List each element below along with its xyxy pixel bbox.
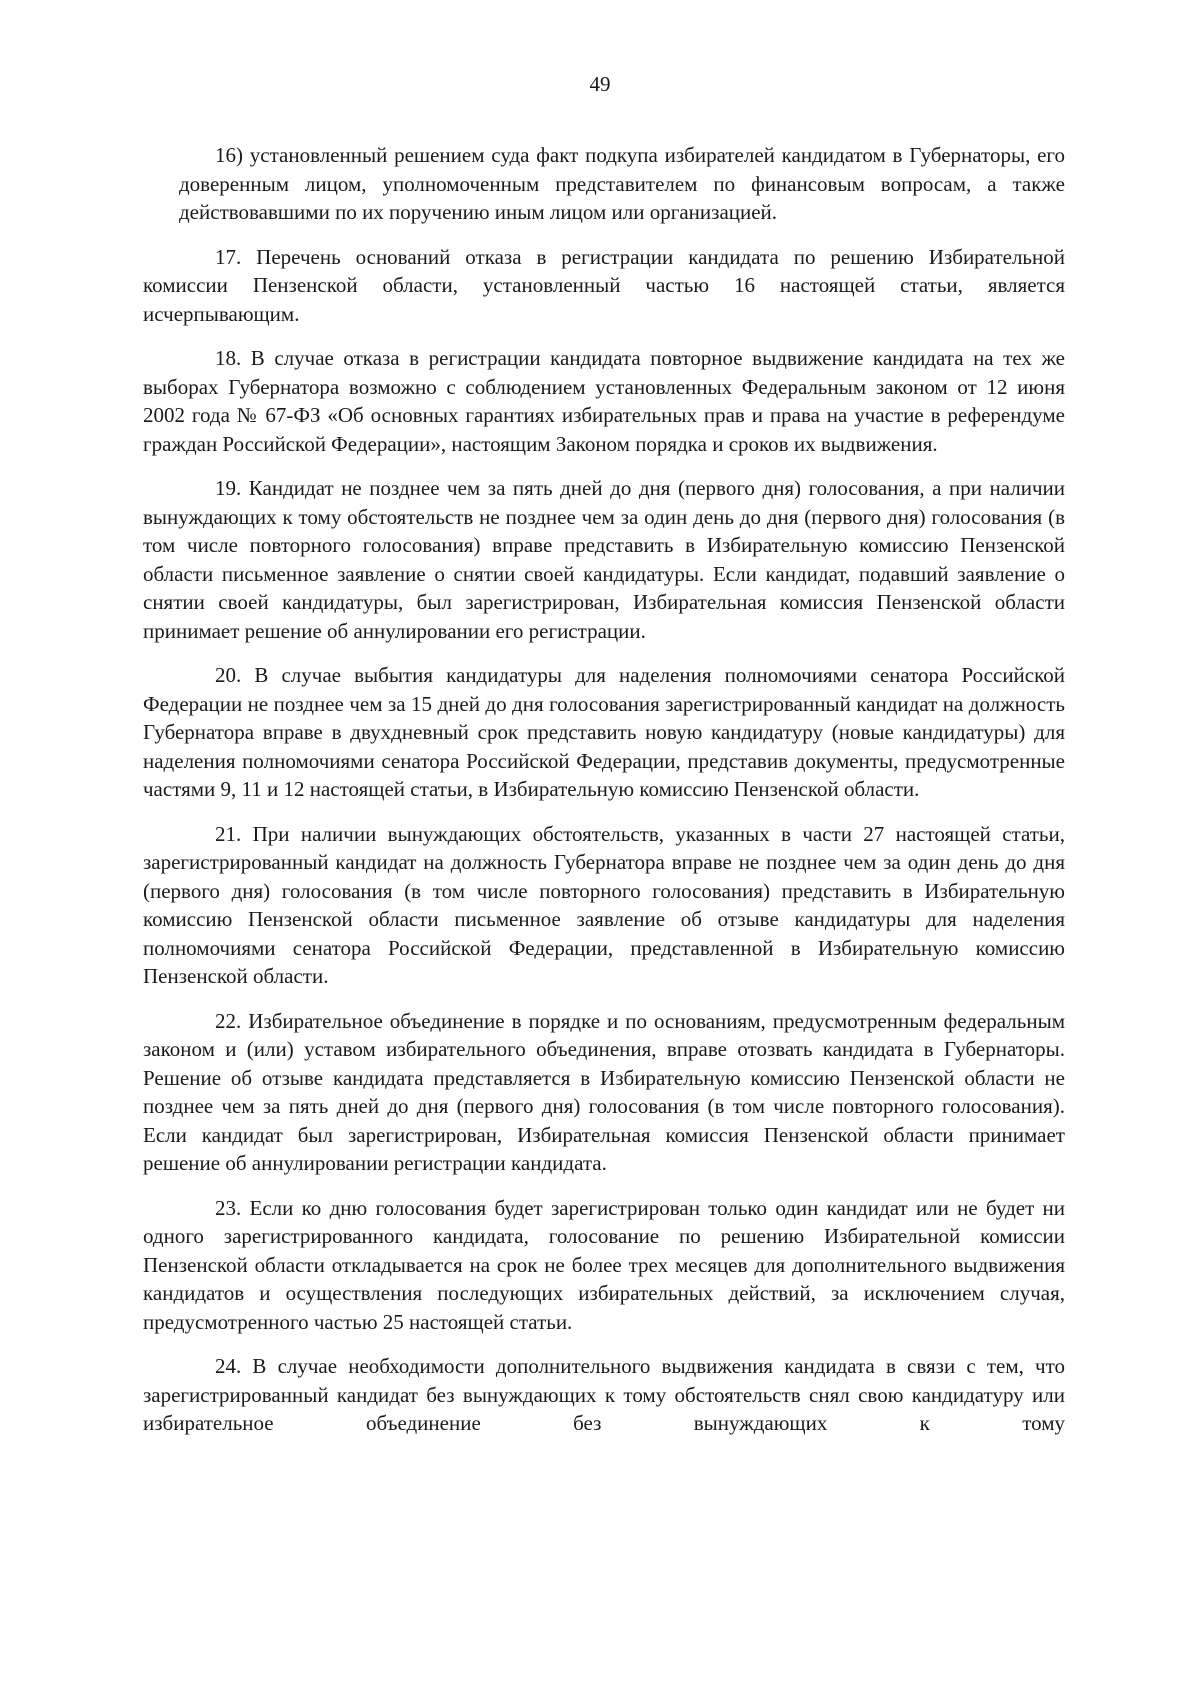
paragraph-section-24: 24. В случае необходимости дополнительного выдвижения кандидата в связи с тем, что зарегистрированный кандидат без вынуждающих к тому обстоятельств снял свою кандидатуру или избирательное объединение без вынуждающих к тому [143,1354,1065,1435]
paragraph-section-20: 20. В случае выбытия кандидатуры для наделения полномочиями сенатора Российской Федерации не позднее чем за 15 дней до дня голосования зарегистрированный кандидат на должность Губернатора вправе в двухдневный срок представить новую кандидатуру (новые кандидатуры) для наделения полномочиями сенатора Российской Федерации, представив документы, предусмотренные частями 9, 11 и 12 настоящей статьи, в Избирательную комиссию Пензенской области. [143,663,1065,801]
paragraph-section-17: 17. Перечень оснований отказа в регистрации кандидата по решению Избирательной комиссии Пензенской области, установленный частью 16 настоящей статьи, является исчерпывающим. [143,244,1065,326]
paragraph-item-16: 16) установленный решением суда факт подкупа избирателей кандидатом в Губернаторы, его доверенным лицом, уполномоченным представителем по финансовым вопросам, а также действовавшими по их поручению иным лицом или организацией. [179,143,1065,224]
paragraph-section-21: 21. При наличии вынуждающих обстоятельств, указанных в части 27 настоящей статьи, зарегистрированный кандидат на должность Губернатора вправе не позднее чем за один день до дня (первого дня) голосования (в том числе повторного голосования) представить в Избирательную комиссию Пензенской области письменное заявление об отзыве кандидатуры для наделения полномочиями сенатора Российской Федерации, представленной в Избирательную комиссию Пензенской области. [143,821,1065,988]
paragraph-section-19: 19. Кандидат не позднее чем за пять дней до дня (первого дня) голосования, а при наличии вынуждающих к тому обстоятельств не позднее чем за один день до дня (первого дня) голосования (в том числе повторного голосования) вправе представить в Избирательную комиссию Пензенской области письменное заявление о снятии своей кандидатуры. Если кандидат, подавший заявление о снятии своей кандидатуры, был зарегистрирован, Избирательная комиссия Пензенской области принимает решение об аннулировании его регистрации. [143,476,1065,643]
document-body [143,141,1065,1454]
paragraph-section-22: 22. Избирательное объединение в порядке и по основаниям, предусмотренным федеральным законом и (или) уставом избирательного объединения, вправе отозвать кандидата в Губернаторы. Решение об отзыве кандидата представляется в Избирательную комиссию Пензенской области не позднее чем за пять дней до дня (первого дня) голосования (в том числе повторного голосования). Если кандидат был зарегистрирован, Избирательная комиссия Пензенской области принимает решение об аннулировании регистрации кандидата. [143,1008,1065,1175]
paragraph-section-23: 23. Если ко дню голосования будет зарегистрирован только один кандидат или не будет ни одного зарегистрированного кандидата, голосование по решению Избирательной комиссии Пензенской области откладывается на срок не более трех месяцев для дополнительного выдвижения кандидатов и осуществления последующих избирательных действий, за исключением случая, предусмотренного частью 25 настоящей статьи. [143,1195,1065,1334]
paragraph-section-18: 18. В случае отказа в регистрации кандидата повторное выдвижение кандидата на тех же выборах Губернатора возможно с соблюдением установленных Федеральным законом от 12 июня 2002 года № 67-ФЗ «Об основных гарантиях избирательных прав и права на участие в референдуме граждан Российской Федерации», настоящим Законом порядка и сроков их выдвижения. [143,346,1065,456]
page-number: 49 [589,72,611,96]
